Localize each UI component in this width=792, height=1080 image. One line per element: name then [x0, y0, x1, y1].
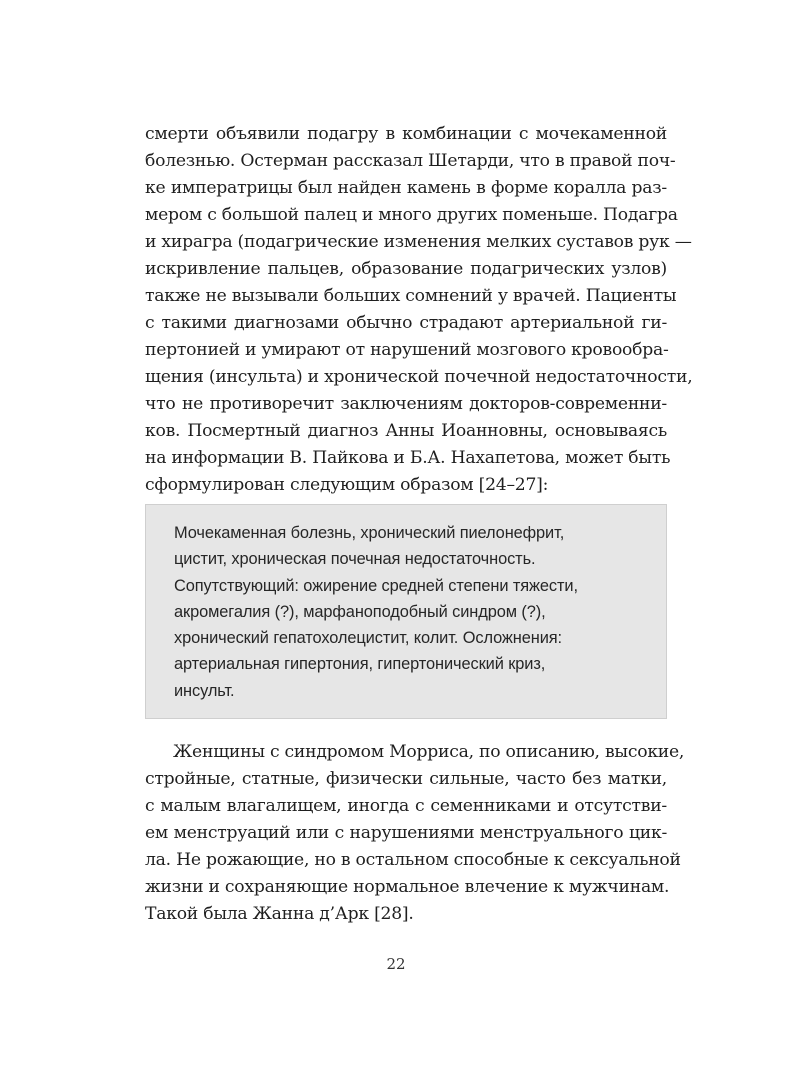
text-line: искривление пальцев, образование подагрических узлов) [145, 259, 667, 279]
page-number: 22 [386, 955, 406, 973]
callout-line: Мочекаменная болезнь, хронический пиелонефрит, [174, 524, 565, 542]
text-line: ем менструаций или с нарушениями менструального цик- [145, 823, 667, 843]
text-line: болезнью. Остерман рассказал Шетарди, что в правой поч- [145, 151, 676, 171]
text-line: ков. Посмертный диагноз Анны Иоанновны, основываясь [145, 421, 667, 441]
body-paragraph-1 [145, 121, 693, 499]
text-line: что не противоречит заключениям докторов-современни- [145, 394, 667, 414]
callout-line: цистит, хроническая почечная недостаточность. [174, 550, 536, 569]
text-line: мером с большой палец и много других поменьше. Подагра [145, 205, 678, 225]
text-line: Женщины с синдромом Морриса, по описанию, высокие, [173, 742, 685, 762]
text-line: и хирагра (подагрические изменения мелких суставов рук — [145, 232, 692, 252]
callout-line: хронический гепатохолецистит, колит. Осложнения: [174, 629, 563, 648]
text-line: жизни и сохраняющие нормальное влечение к мужчинам. [145, 877, 670, 897]
text-line: смерти объявили подагру в комбинации с мочекаменной [145, 124, 667, 144]
callout-line: артериальная гипертония, гипертонический криз, [174, 655, 546, 674]
text-line: также не вызывали больших сомнений у врачей. Пациенты [145, 286, 677, 306]
text-line: пертонией и умирают от нарушений мозгового кровообра- [145, 340, 669, 360]
callout-line: акромегалия (?), марфаноподобный синдром (?), [174, 602, 546, 621]
text-line: Такой была Жанна д’Арк [28]. [145, 904, 414, 924]
text-line: с малым влагалищем, иногда с семенниками и отсутстви- [145, 796, 667, 816]
diagnosis-callout-text [174, 520, 644, 704]
body-paragraph-2 [145, 739, 685, 928]
text-line: щения (инсульта) и хронической почечной недостаточности, [145, 367, 693, 387]
text-line: ке императрицы был найден камень в форме коралла раз- [145, 178, 667, 198]
callout-line: Сопутствующий: ожирение средней степени тяжести, [174, 576, 578, 595]
diagnosis-callout-box [145, 504, 667, 719]
text-line: сформулирован следующим образом [24–27]: [145, 475, 549, 495]
text-line: с такими диагнозами обычно страдают артериальной ги- [145, 313, 667, 333]
callout-line: инсульт. [174, 681, 235, 700]
text-line: ла. Не рожающие, но в остальном способные к сексуальной [145, 850, 681, 870]
text-line: стройные, статные, физически сильные, часто без матки, [145, 769, 667, 789]
text-line: на информации В. Пайкова и Б.А. Нахапетова, может быть [145, 448, 671, 468]
